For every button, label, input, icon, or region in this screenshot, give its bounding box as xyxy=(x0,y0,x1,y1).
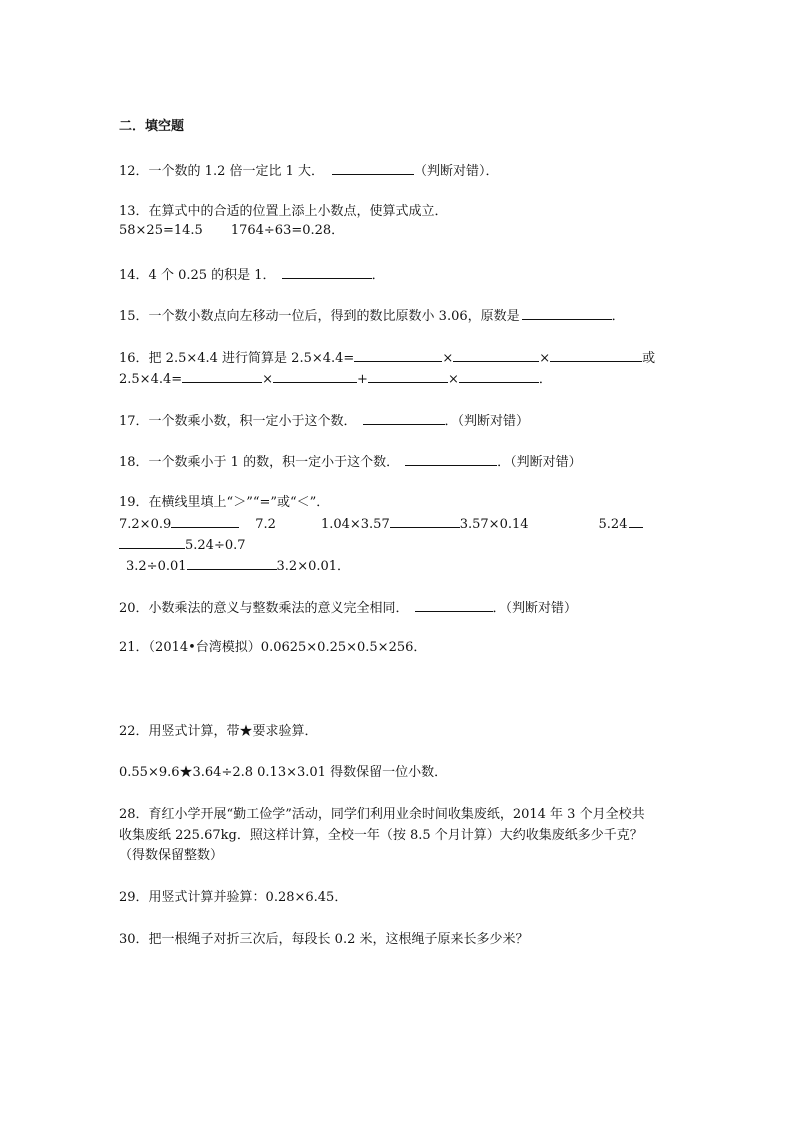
q16-blank-4[interactable] xyxy=(182,370,262,383)
q14-text: 14．4 个 0.25 的积是 1． xyxy=(119,268,276,283)
q19-b-right: 3.57×0.14 xyxy=(459,517,529,532)
q19-a-right: 7.2 xyxy=(255,517,276,532)
q13-eq2: 1764÷63=0.28． xyxy=(230,223,345,238)
q12-tail: （判断对错）． xyxy=(414,164,499,179)
question-19 xyxy=(119,495,329,511)
question-30 xyxy=(119,932,528,948)
section-title: 二．填空题 xyxy=(119,119,185,134)
q19-d-left: 3.2÷0.01 xyxy=(126,559,187,574)
question-17 xyxy=(119,412,529,430)
q16-plus: + xyxy=(357,372,368,387)
q16-times-1: × xyxy=(442,351,454,366)
q19-c-left: 5.24 xyxy=(598,517,628,532)
question-19-row2 xyxy=(119,536,246,554)
q16-times-3: × xyxy=(262,372,274,387)
q16-end: ． xyxy=(538,372,552,387)
question-16-line1 xyxy=(119,349,655,367)
question-18 xyxy=(119,453,582,471)
q16-blank-6[interactable] xyxy=(368,370,448,383)
q18-blank[interactable] xyxy=(405,453,497,466)
question-19-row1 xyxy=(119,515,643,533)
q17-text: 17．一个数乘小数，积一定小于这个数． xyxy=(119,414,357,429)
q12-text: 12．一个数的 1.2 倍一定比 1 大． xyxy=(119,164,325,179)
q29-text: 29．用竖式计算并验算：0.28×6.45． xyxy=(119,890,348,905)
question-14 xyxy=(119,266,385,284)
q19-blank-a[interactable] xyxy=(171,515,239,528)
question-28-line3 xyxy=(119,848,223,864)
q18-text: 18．一个数乘小于 1 的数，积一定小于这个数． xyxy=(119,455,400,470)
question-28-line2 xyxy=(119,828,643,844)
q28-line1: 28．育红小学开展“勤工俭学”活动，同学们利用业余时间收集废纸，2014 年 3 个月全校共 xyxy=(119,807,645,822)
q20-tail: ．（判断对错） xyxy=(492,601,578,616)
q20-text: 20．小数乘法的意义与整数乘法的意义完全相同． xyxy=(119,601,409,616)
q28-line3: （得数保留整数） xyxy=(119,848,224,863)
q15-blank[interactable] xyxy=(522,307,612,320)
q20-blank[interactable] xyxy=(415,599,493,612)
question-19-row3 xyxy=(126,557,350,575)
q16-times-2: × xyxy=(539,351,551,366)
q16-times-4: × xyxy=(447,372,459,387)
question-15 xyxy=(119,307,625,325)
question-22 xyxy=(119,724,318,740)
question-12 xyxy=(119,162,499,180)
q22-line2: 0.55×9.6★3.64÷2.8 0.13×3.01 得数保留一位小数． xyxy=(119,765,448,780)
q13-text: 13．在算式中的合适的位置上添上小数点，使算式成立． xyxy=(119,204,448,219)
q12-blank[interactable] xyxy=(332,162,414,175)
question-29 xyxy=(119,890,347,906)
question-20 xyxy=(119,599,577,617)
q16-blank-1[interactable] xyxy=(354,349,442,362)
q15-tail: ． xyxy=(611,309,625,324)
q16-or: 或 xyxy=(642,351,656,366)
q18-tail: ．（判断对错） xyxy=(497,455,582,470)
q16-blank-2[interactable] xyxy=(453,349,539,362)
q15-text: 15．一个数小数点向左移动一位后，得到的数比原数小 3.06，原数是 xyxy=(119,309,520,324)
q19-blank-c[interactable] xyxy=(119,536,185,549)
q19-blank-b[interactable] xyxy=(390,515,460,528)
q16-blank-7[interactable] xyxy=(459,370,539,383)
question-13-equations xyxy=(119,223,344,239)
q14-blank[interactable] xyxy=(282,266,372,279)
q16-blank-5[interactable] xyxy=(273,370,357,383)
q19-a-left: 7.2×0.9 xyxy=(119,517,172,532)
q21-text: 21．（2014•台湾模拟）0.0625×0.25×0.5×256． xyxy=(119,640,427,655)
q28-line2: 收集废纸 225.67kg．照这样计算，全校一年（按 8.5 个月计算）大约收集废纸多少千克？ xyxy=(119,828,643,843)
q16-line2-start: 2.5×4.4= xyxy=(119,372,183,387)
question-28-line1 xyxy=(119,807,645,823)
q19-blank-d[interactable] xyxy=(187,557,277,570)
q17-blank[interactable] xyxy=(363,412,445,425)
q22-text: 22．用竖式计算，带★要求验算． xyxy=(119,724,318,739)
q17-tail: ．（判断对错） xyxy=(444,414,530,429)
question-16-line2 xyxy=(119,370,552,388)
q19-b-left: 1.04×3.57 xyxy=(320,517,390,532)
q19-text: 19．在横线里填上“＞”“=”或“＜”． xyxy=(119,495,330,510)
question-21 xyxy=(119,640,426,656)
q13-eq1: 58×25=14.5 xyxy=(119,223,203,238)
question-13 xyxy=(119,204,448,220)
q19-d-right: 3.2×0.01． xyxy=(276,559,351,574)
q16-text: 16．把 2.5×4.4 进行简算是 2.5×4.4= xyxy=(119,351,355,366)
q16-blank-3[interactable] xyxy=(550,349,642,362)
q19-c-right: 5.24÷0.7 xyxy=(185,538,246,553)
q14-tail: ． xyxy=(371,268,385,283)
question-22-problems xyxy=(119,765,447,781)
q30-text: 30．把一根绳子对折三次后，每段长 0.2 米，这根绳子原来长多少米？ xyxy=(119,932,529,947)
q19-blank-c-start[interactable] xyxy=(629,515,643,528)
